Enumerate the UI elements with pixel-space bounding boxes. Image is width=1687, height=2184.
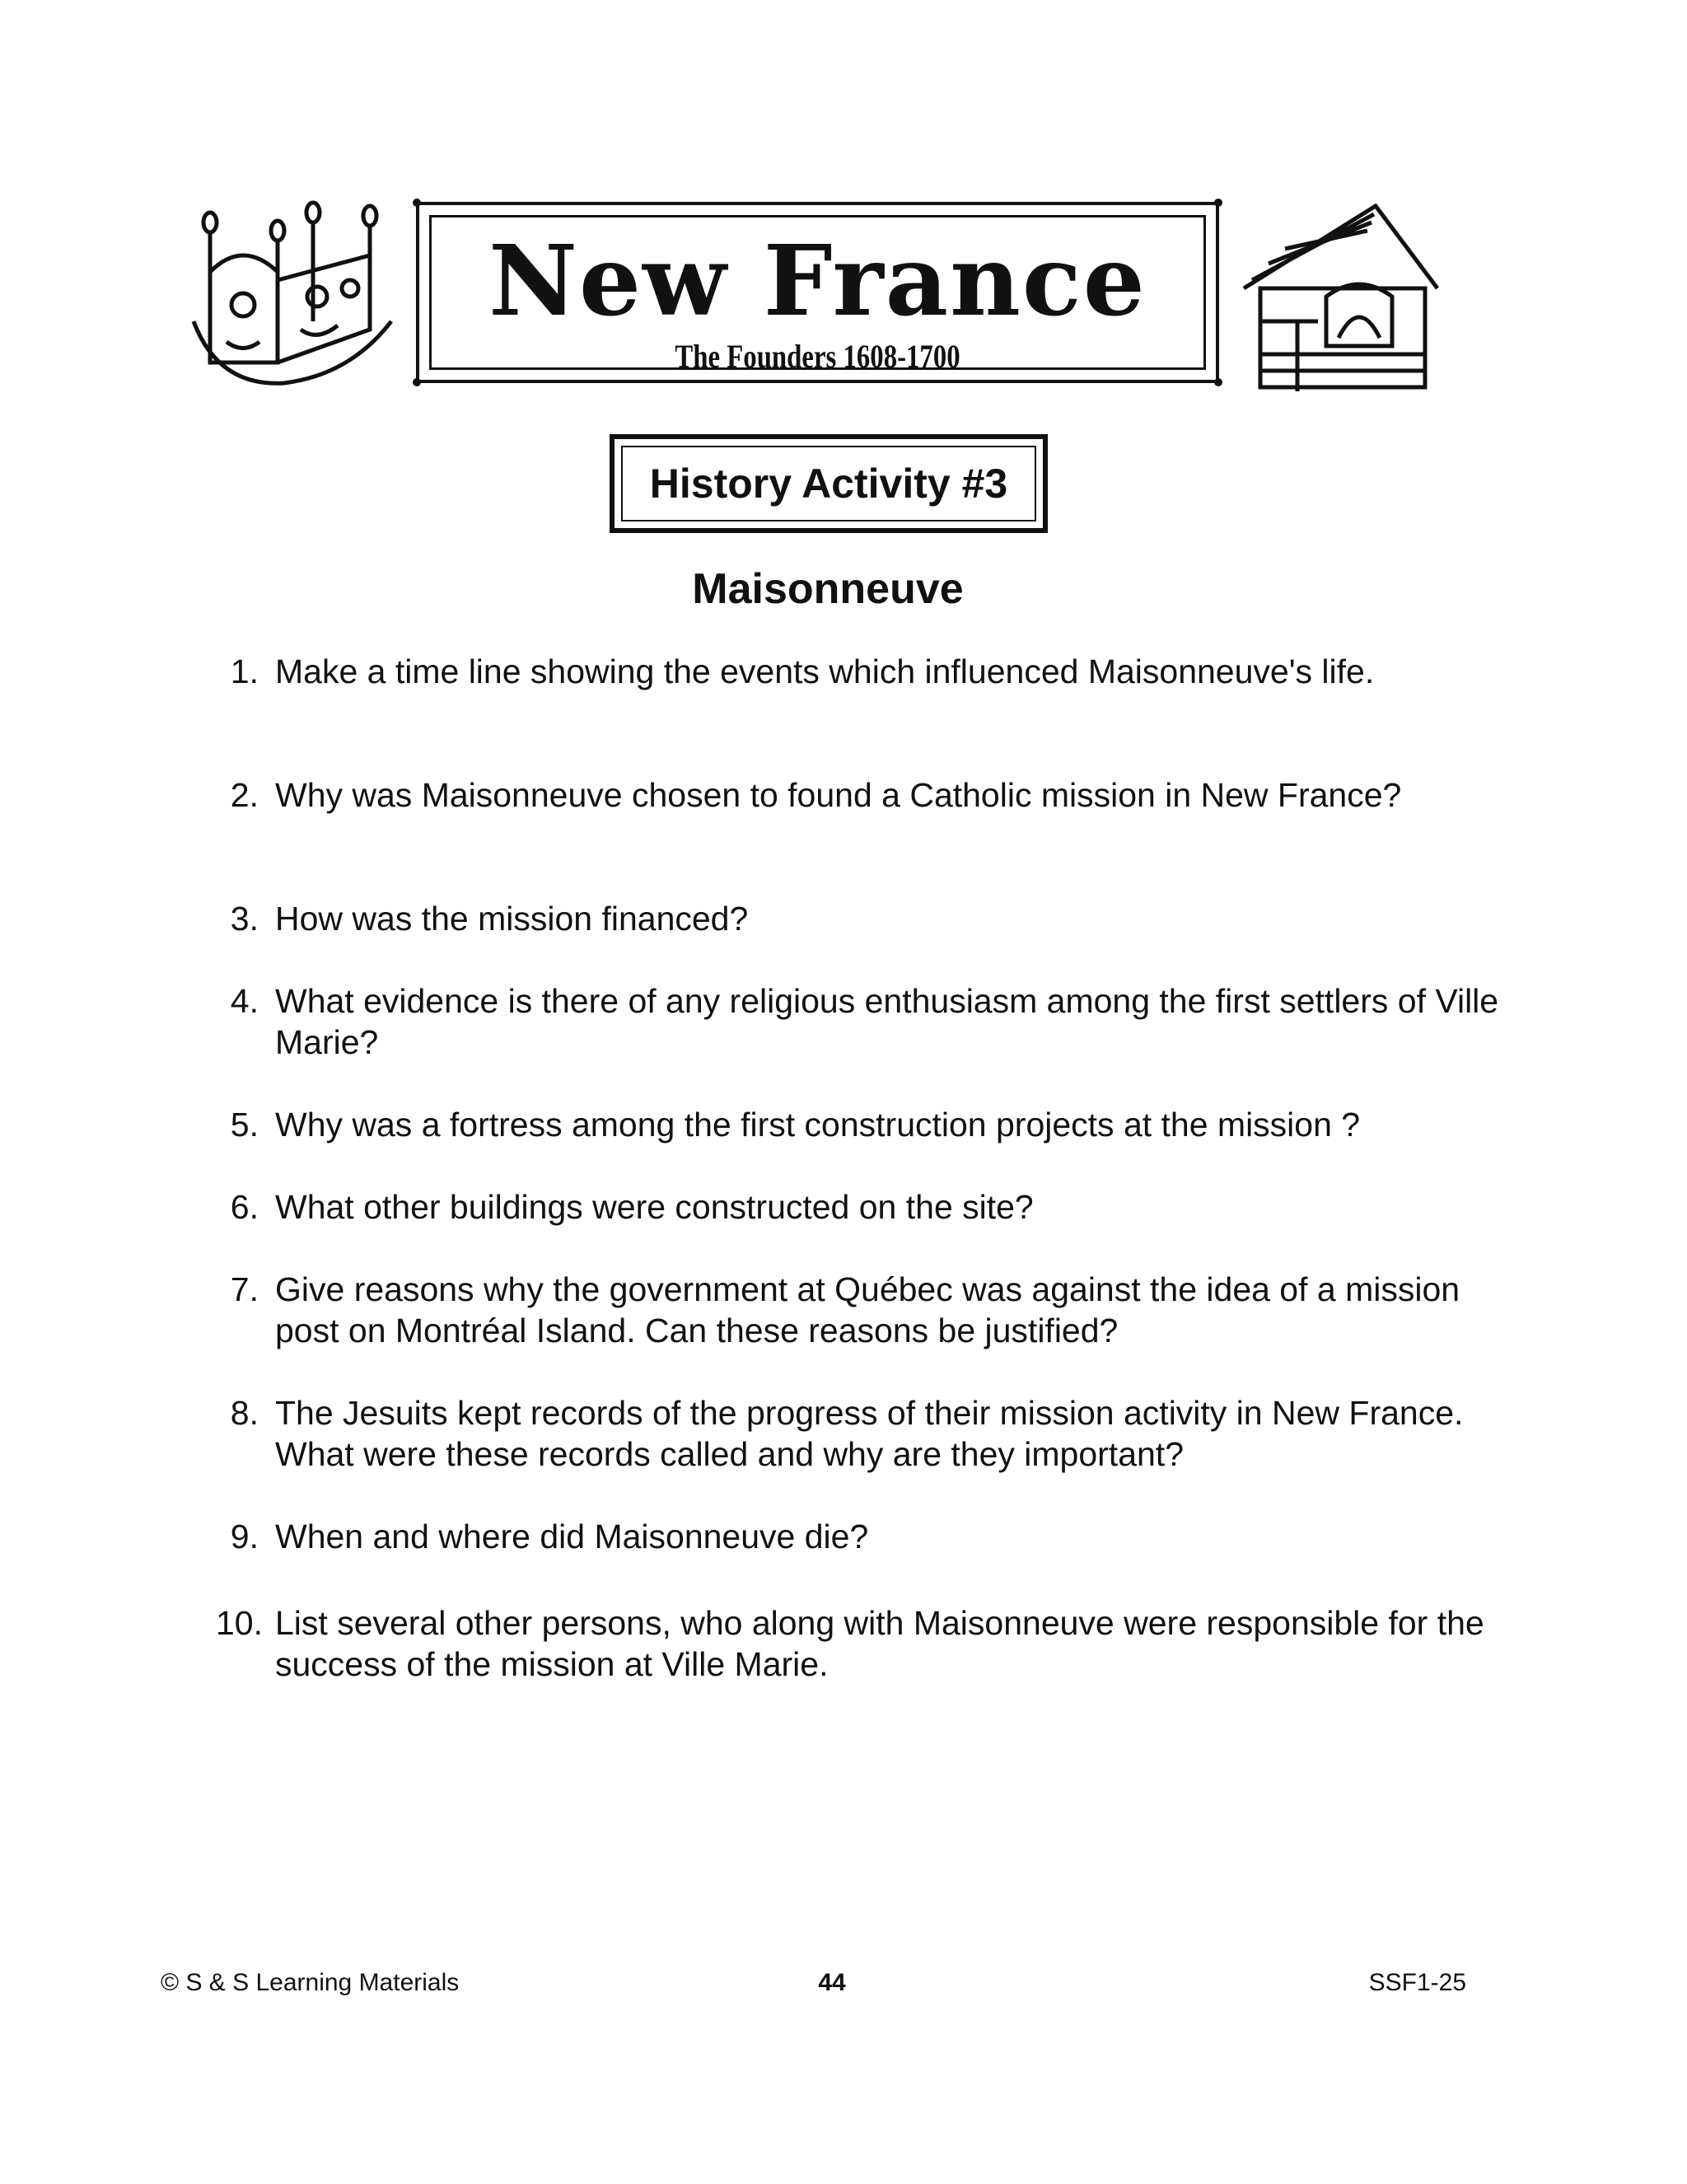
question-text: When and where did Maisonneuve die? [275, 1518, 869, 1555]
question-text: List several other persons, who along with Maisonneuve were responsible for the success of the mission at Ville Marie. [275, 1604, 1484, 1683]
question-text: The Jesuits kept records of the progress of their mission activity in New France. What were these records called and why are they important? [275, 1394, 1464, 1473]
question-number: 8. [230, 1394, 259, 1432]
question-number: 3. [230, 900, 259, 938]
question-text: What other buildings were constructed on the site? [275, 1188, 1034, 1226]
footer-copyright: © S & S Learning Materials [161, 1969, 460, 1996]
activity-label-box [610, 434, 1048, 533]
question-item [216, 1269, 1501, 1351]
question-number: 7. [230, 1270, 259, 1308]
title-banner [416, 202, 1219, 383]
document-subtitle: The Founders 1608-1700 [675, 338, 960, 375]
question-text: Make a time line showing the events which influenced Maisonneuve's life. [275, 652, 1375, 690]
corner-ornament-icon [413, 378, 421, 386]
question-item [216, 1516, 1501, 1557]
question-item [216, 898, 1501, 939]
question-number: 1. [230, 652, 259, 690]
question-item [216, 1392, 1501, 1475]
page-number: 44 [818, 1969, 846, 1996]
question-item [216, 651, 1501, 733]
question-text: Why was a fortress among the first construction projects at the mission ? [275, 1106, 1361, 1143]
question-number: 6. [230, 1188, 259, 1226]
question-number: 2. [230, 776, 259, 814]
question-text: What evidence is there of any religious enthusiasm among the first settlers of Ville Marie? [275, 982, 1499, 1061]
footer-code: SSF1-25 [1368, 1969, 1466, 1996]
question-number: 9. [230, 1518, 259, 1555]
question-number: 5. [230, 1106, 259, 1143]
question-item [216, 1104, 1501, 1145]
activity-label: History Activity #3 [649, 461, 1008, 507]
question-number: 10. [216, 1604, 263, 1642]
cradle-illustration [185, 198, 400, 387]
corner-ornament-icon [1214, 378, 1222, 386]
question-item [216, 1186, 1501, 1228]
question-text: Why was Maisonneuve chosen to found a Catholic mission in New France? [275, 776, 1402, 814]
section-title: Maisonneuve [692, 565, 964, 613]
question-text: Give reasons why the government at Québec was against the idea of a mission post on Montréal Island. Can these reasons be justified? [275, 1270, 1460, 1349]
question-text: How was the mission financed? [275, 900, 749, 938]
document-title: New France [488, 223, 1147, 338]
corner-ornament-icon [1214, 199, 1222, 207]
question-number: 4. [230, 982, 259, 1020]
question-item [216, 1602, 1501, 1685]
question-item [216, 980, 1501, 1063]
corner-ornament-icon [413, 199, 421, 207]
question-item [216, 774, 1501, 857]
bake-oven-house-illustration [1236, 198, 1450, 395]
